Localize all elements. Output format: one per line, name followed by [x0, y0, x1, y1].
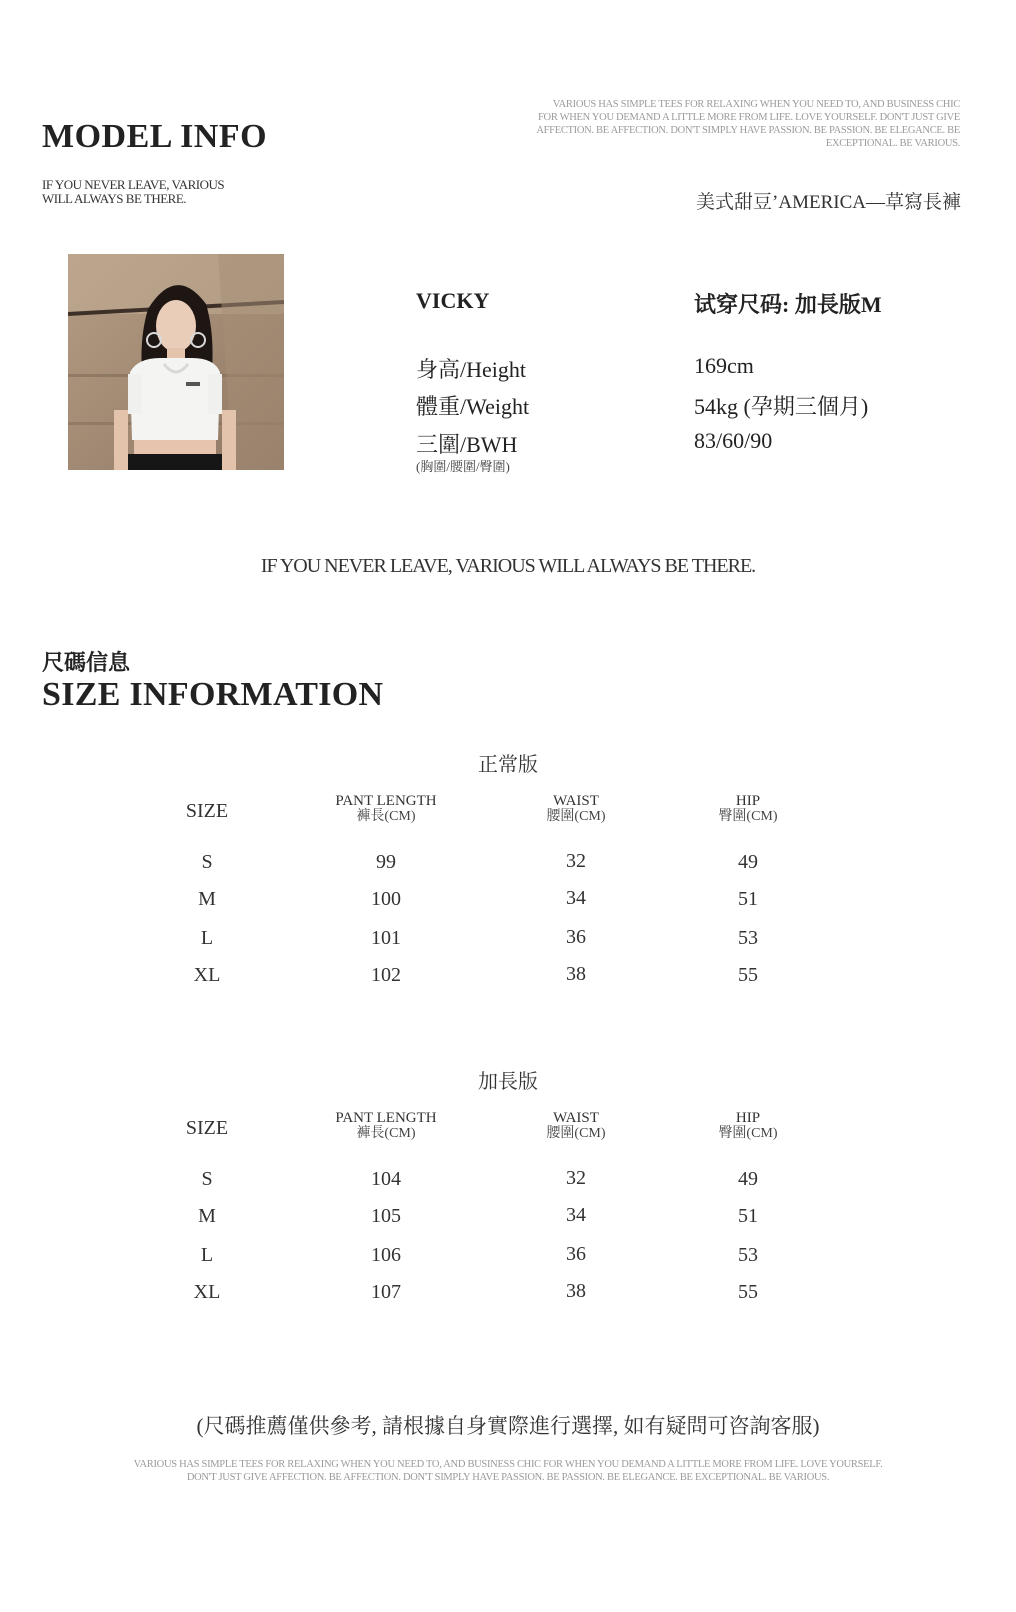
model-photo-illustration	[68, 254, 284, 470]
header-hip-en: HIP	[735, 793, 761, 809]
table-cell: 101	[371, 927, 401, 949]
table-cell: 32	[566, 1167, 586, 1189]
table-cell: 107	[371, 1281, 401, 1303]
table-cell: 55	[738, 1281, 758, 1303]
table-cell: 38	[566, 1280, 586, 1302]
header-waist-cn: 腰圍(CM)	[546, 809, 606, 824]
header-hip-cn: 臀圍(CM)	[718, 1126, 778, 1141]
header-tagline-line: FOR WHEN YOU DEMAND A LITTLE MORE FROM LIFE. LOVE YOURSELF. DON'T JUST GIVE	[538, 112, 960, 123]
header-pant-length-en: PANT LENGTH	[335, 793, 437, 809]
table-cell: 99	[376, 851, 396, 873]
table-cell: L	[200, 1244, 214, 1266]
slogan: IF YOU NEVER LEAVE, VARIOUS WILL ALWAYS BE THERE.	[260, 555, 756, 577]
table-cell: XL	[193, 964, 221, 986]
table-cell: 53	[738, 927, 758, 949]
table-cell: 55	[738, 964, 758, 986]
header-pant-length	[306, 1111, 466, 1141]
subtitle-line: WILL ALWAYS BE THERE.	[42, 191, 187, 206]
table-cell: 106	[371, 1244, 401, 1266]
footer-tagline-line: DON'T JUST GIVE AFFECTION. BE AFFECTION. DON'T SIMPLY HAVE PASSION. BE PASSION. BE ELEGANCE. BE EXCEPTIONAL. BE VARIOUS.	[186, 1472, 830, 1483]
height-value: 169cm	[694, 353, 754, 378]
table-cell: 34	[566, 887, 586, 909]
weight-label: 體重/Weight	[416, 394, 530, 419]
header-pant-length	[306, 794, 466, 824]
table-cell: M	[198, 1205, 216, 1227]
header-waist	[516, 1111, 636, 1141]
table-cell: 100	[371, 888, 401, 910]
table-cell: 34	[566, 1204, 586, 1226]
header-tagline	[440, 98, 960, 150]
table-cell: 32	[566, 850, 586, 872]
weight-value: 54kg (孕期三個月)	[694, 394, 869, 419]
footer-tagline	[40, 1458, 976, 1484]
header-size: SIZE	[185, 1117, 229, 1139]
table-cell: XL	[193, 1281, 221, 1303]
table-cell: 36	[566, 926, 586, 948]
table-cell: S	[201, 851, 213, 873]
table-cell: 53	[738, 1244, 758, 1266]
trial-size: 试穿尺码: 加長版M	[694, 292, 882, 317]
bwh-label: 三圍/BWH	[416, 432, 518, 457]
model-name: VICKY	[416, 288, 490, 313]
height-label: 身高/Height	[416, 357, 526, 382]
header-tagline-line: AFFECTION. BE AFFECTION. DON'T SIMPLY HAVE PASSION. BE PASSION. BE ELEGANCE. BE	[536, 125, 960, 136]
size-title-cn: 尺碼信息	[42, 650, 131, 675]
table-cell: 49	[738, 851, 758, 873]
header-waist	[516, 794, 636, 824]
model-info-subtitle	[42, 178, 224, 206]
table-title-regular: 正常版	[478, 754, 538, 776]
subtitle-line: IF YOU NEVER LEAVE, VARIOUS	[42, 177, 225, 192]
model-photo	[68, 254, 284, 470]
header-waist-en: WAIST	[553, 793, 599, 809]
table-cell: S	[201, 1168, 213, 1190]
product-name: 美式甜豆’AMERICA—草寫長褲	[696, 192, 961, 213]
table-title-long: 加長版	[478, 1071, 538, 1093]
table-cell: 105	[371, 1205, 401, 1227]
header-tagline-line: EXCEPTIONAL. BE VARIOUS.	[825, 138, 960, 149]
bwh-note: (胸圍/腰圍/臀圍)	[416, 459, 510, 474]
table-cell: 38	[566, 963, 586, 985]
header-size: SIZE	[185, 800, 229, 822]
header-pant-length-cn: 褲長(CM)	[356, 1126, 416, 1141]
table-cell: 51	[738, 1205, 758, 1227]
table-cell: 49	[738, 1168, 758, 1190]
table-cell: L	[200, 927, 214, 949]
size-disclaimer: (尺碼推薦僅供參考, 請根據自身實際進行選擇, 如有疑問可咨詢客服)	[196, 1414, 820, 1438]
header-waist-en: WAIST	[553, 1110, 599, 1126]
model-info-title: MODEL INFO	[42, 118, 268, 155]
size-title-en: SIZE INFORMATION	[42, 676, 384, 713]
table-cell: M	[198, 888, 216, 910]
header-waist-cn: 腰圍(CM)	[546, 1126, 606, 1141]
table-cell: 104	[371, 1168, 401, 1190]
header-hip-cn: 臀圍(CM)	[718, 809, 778, 824]
bwh-value: 83/60/90	[694, 428, 773, 453]
table-cell: 102	[371, 964, 401, 986]
header-tagline-line: VARIOUS HAS SIMPLE TEES FOR RELAXING WHEN YOU NEED TO, AND BUSINESS CHIC	[552, 99, 960, 110]
header-hip-en: HIP	[735, 1110, 761, 1126]
header-hip	[688, 794, 808, 824]
header-hip	[688, 1111, 808, 1141]
table-cell: 36	[566, 1243, 586, 1265]
footer-tagline-line: VARIOUS HAS SIMPLE TEES FOR RELAXING WHEN YOU NEED TO, AND BUSINESS CHIC FOR WHEN YOU DEMAND A LITTLE MORE FROM LIFE. LOVE YOURSELF.	[133, 1459, 883, 1470]
header-pant-length-en: PANT LENGTH	[335, 1110, 437, 1126]
header-pant-length-cn: 褲長(CM)	[356, 809, 416, 824]
table-cell: 51	[738, 888, 758, 910]
